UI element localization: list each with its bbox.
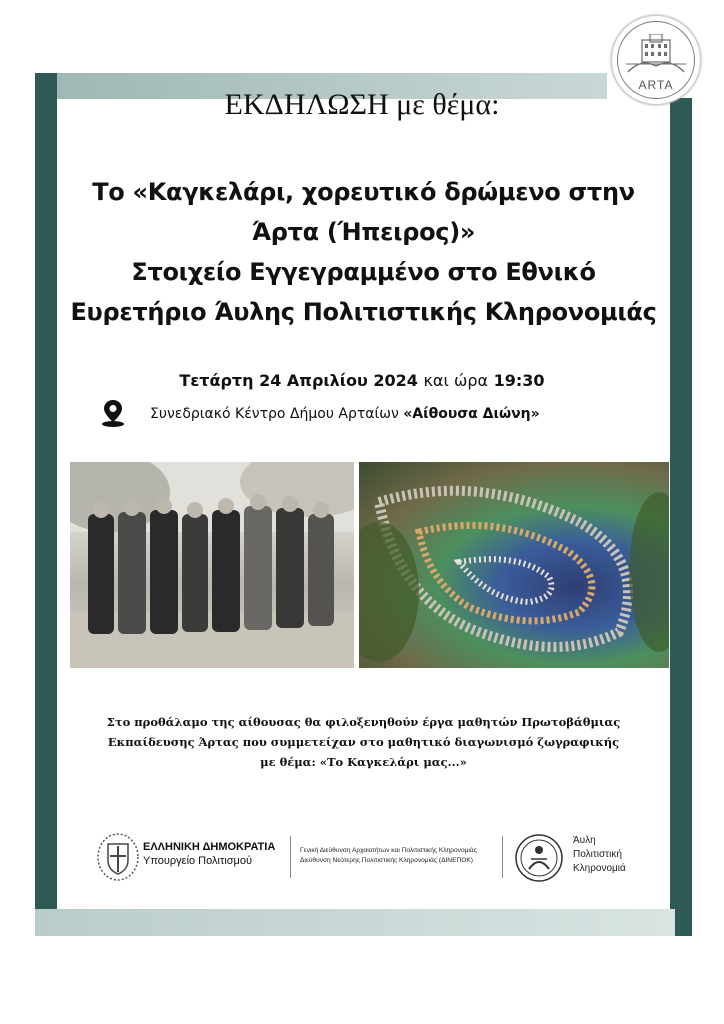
note-line: Στο προθάλαμο της αίθουσας θα φιλοξενηθούν έργα μαθητών Πρωτοβάθμιας bbox=[106, 715, 621, 729]
bottom-band bbox=[35, 909, 675, 936]
venue-hall: «Αίθουσα Διώνη» bbox=[403, 406, 540, 422]
event-day-date: Τετάρτη 24 Απριλίου 2024 bbox=[179, 371, 418, 390]
heritage-line: Άυλη bbox=[573, 835, 596, 846]
building-icon bbox=[626, 34, 686, 76]
ministry-label bbox=[143, 841, 275, 867]
heritage-line: Κληρονομιά bbox=[573, 863, 626, 874]
intangible-heritage-logo-icon bbox=[513, 833, 565, 883]
historic-dancers-photo bbox=[70, 462, 354, 668]
frame-right-bar bbox=[670, 98, 692, 936]
directorate-line: Διεύθυνση Νεότερης Πολιτιστικής Κληρονομιάς (ΔΙΝΕΠΟΚ) bbox=[300, 857, 473, 864]
republic-text: ΕΛΛΗΝΙΚΗ ΔΗΜΟΚΡΑΤΙΑ bbox=[143, 841, 276, 853]
location-pin-icon bbox=[100, 398, 126, 428]
event-heading: ΕΚΔΗΛΩΣΗ με θέμα: bbox=[224, 88, 500, 121]
heritage-label bbox=[573, 834, 626, 876]
heritage-line: Πολιτιστική bbox=[573, 849, 622, 860]
venue-text: Συνεδριακό Κέντρο Δήμου Αρταίων bbox=[150, 406, 399, 422]
historic-dancers-image bbox=[70, 462, 354, 668]
title-line: Ευρετήριο Άυλης Πολιτιστικής Κληρονομιάς bbox=[70, 298, 657, 326]
date-connector: και ώρα bbox=[423, 371, 489, 390]
frame-left-bar bbox=[35, 73, 57, 935]
footer-divider bbox=[502, 836, 503, 878]
title-line: Το «Καγκελάρι, χορευτικό δρώμενο στην bbox=[92, 178, 635, 206]
note-line: Εκπαίδευσης Άρτας που συμμετείχαν στο μαθητικό διαγωνισμό ζωγραφικής bbox=[107, 735, 620, 749]
title-line: Άρτα (Ήπειρος)» bbox=[251, 218, 476, 246]
event-title bbox=[57, 172, 670, 332]
exhibition-note bbox=[57, 712, 670, 772]
note-line: με θέμα: «Το Καγκελάρι μας...» bbox=[260, 755, 467, 769]
directorate-label bbox=[300, 846, 477, 866]
footer-divider bbox=[290, 836, 291, 878]
event-date bbox=[0, 371, 724, 390]
aerial-dance-photo bbox=[359, 462, 669, 668]
logo-text: ARTA bbox=[638, 78, 674, 92]
title-line: Στοιχείο Εγγεγραμμένο στο Εθνικό bbox=[131, 258, 596, 286]
event-time: 19:30 bbox=[493, 371, 545, 390]
ministry-text: Υπουργείο Πολιτισμού bbox=[143, 855, 253, 867]
venue bbox=[150, 406, 540, 422]
greek-coat-of-arms-icon bbox=[96, 832, 140, 882]
aerial-dance-image bbox=[359, 462, 669, 668]
directorate-line: Γενική Διεύθυνση Αρχαιοτήτων και Πολιτιστικής Κληρονομιάς bbox=[300, 847, 477, 854]
